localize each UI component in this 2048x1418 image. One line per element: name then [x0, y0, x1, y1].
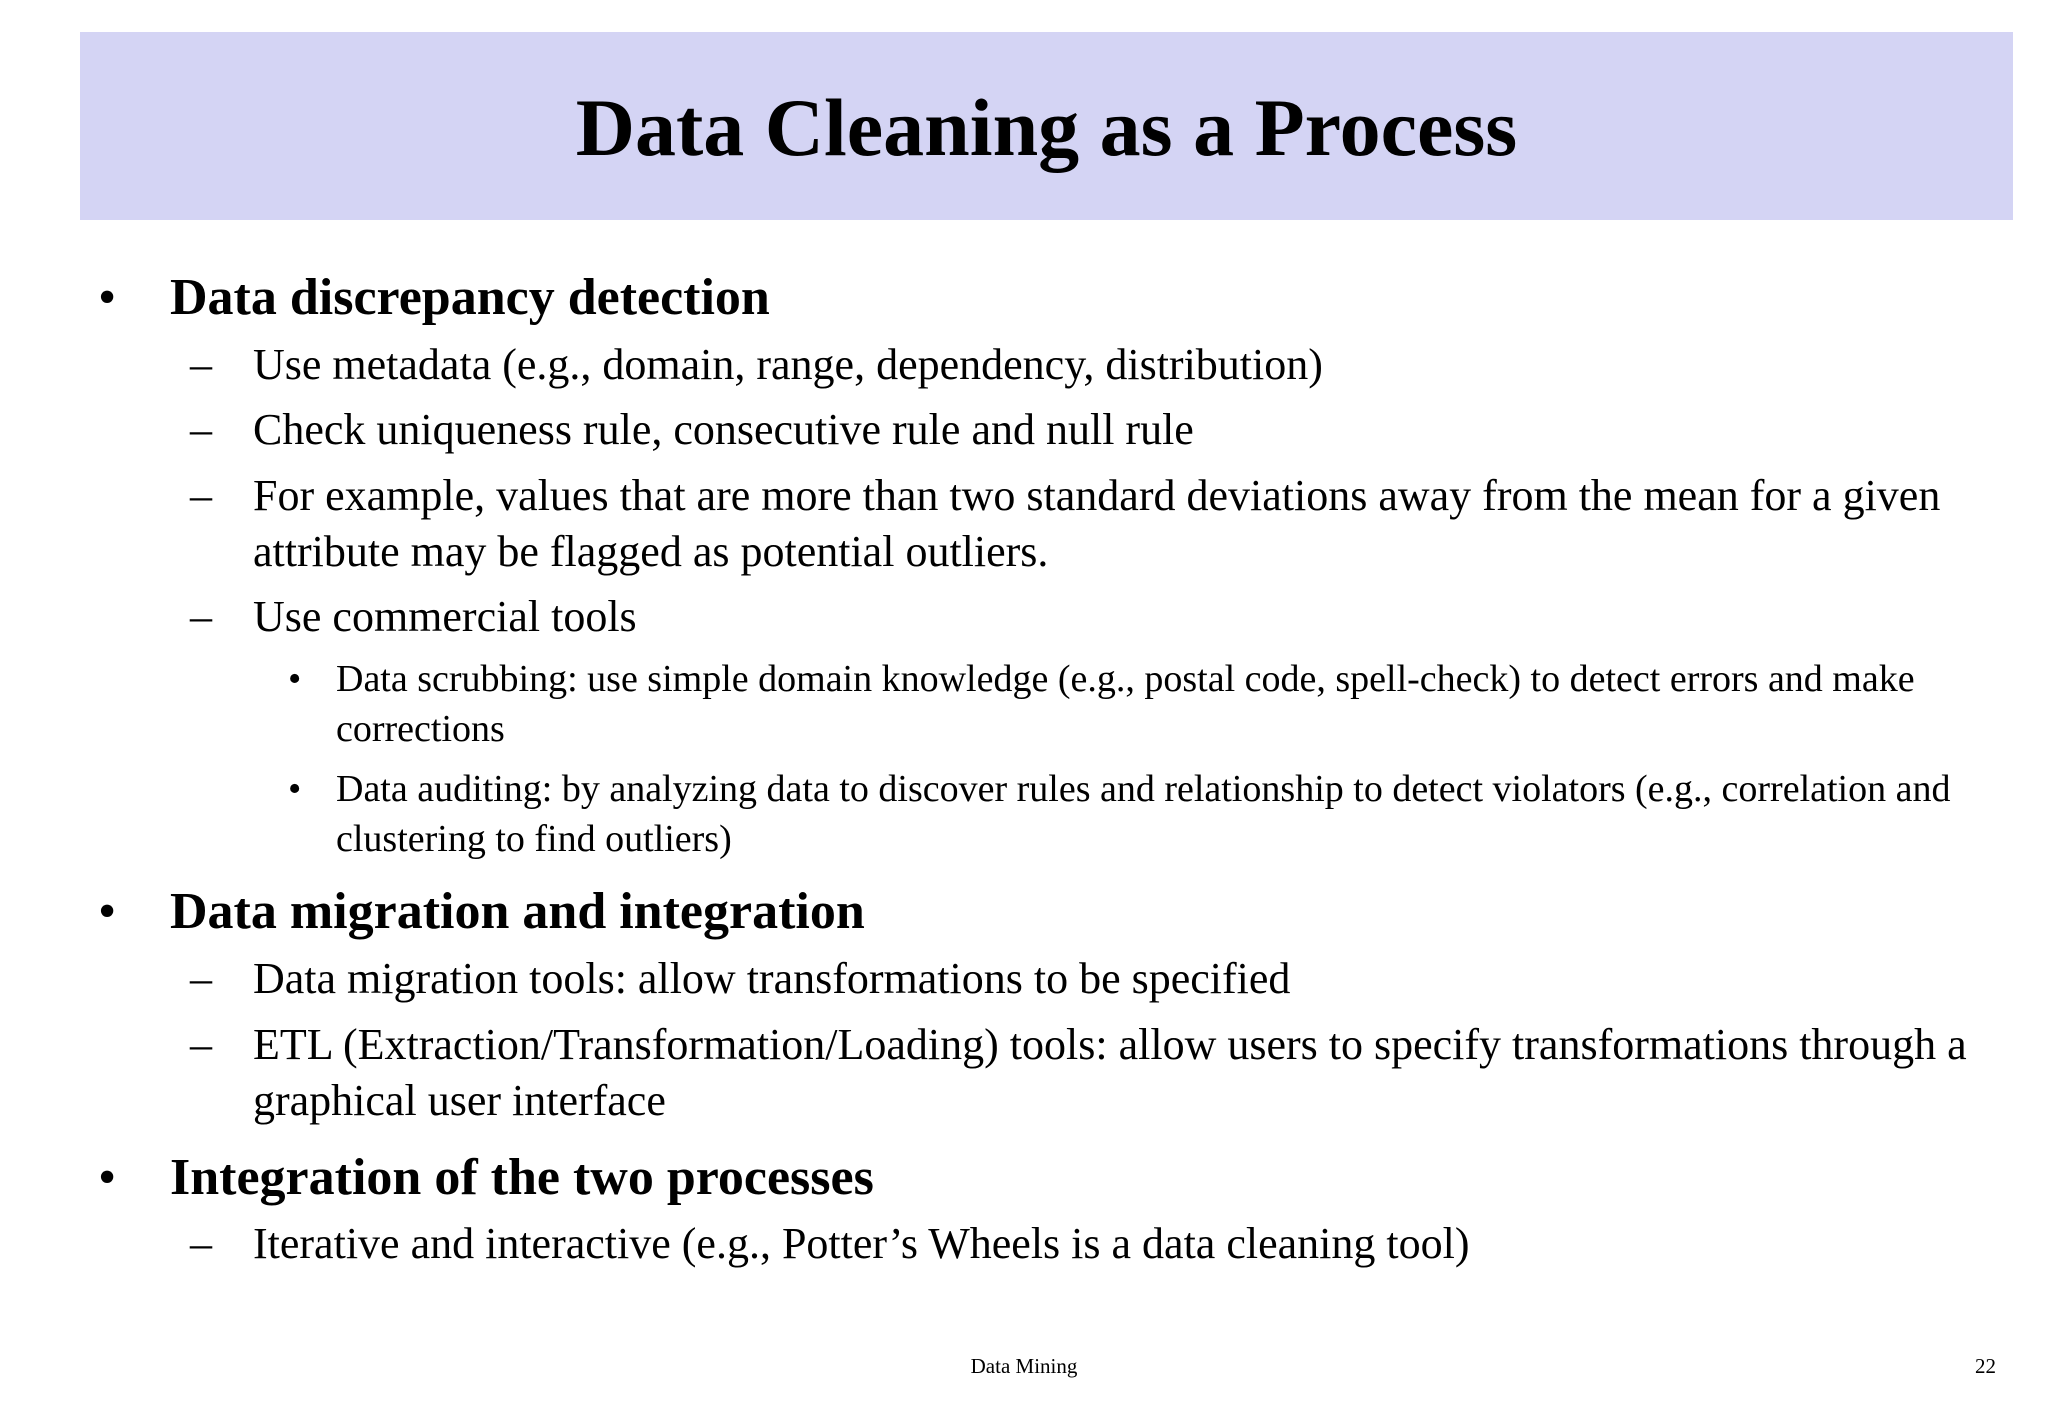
sub-list-item-text: Data scrubbing: use simple domain knowledge (e.g., postal code, spell-check) to detect errors and make corrections	[336, 658, 1915, 750]
list-item-text: Check uniqueness rule, consecutive rule and null rule	[253, 405, 1194, 454]
bullet-marker: •	[288, 768, 302, 810]
dash-marker: –	[190, 340, 212, 389]
list-item	[190, 951, 2000, 1007]
section-heading-discrepancy	[98, 268, 770, 328]
bullet-marker: •	[98, 1149, 117, 1206]
section-heading-text: Data migration and integration	[170, 883, 865, 940]
dash-marker: –	[190, 471, 212, 520]
bullet-marker: •	[98, 883, 117, 940]
list-item	[190, 1216, 2000, 1272]
section-heading-integration	[98, 1148, 874, 1208]
list-item	[190, 402, 2000, 458]
dash-marker: –	[190, 405, 212, 454]
sub-list-item-text: Data auditing: by analyzing data to discover rules and relationship to detect violators (e.g., correlation and clustering to find outliers)	[336, 768, 1951, 860]
list-item	[190, 337, 2000, 393]
list-item	[190, 589, 2000, 645]
bullet-marker: •	[288, 658, 302, 700]
dash-marker: –	[190, 592, 212, 641]
sub-list-item	[288, 654, 2008, 754]
list-item-text: For example, values that are more than two standard deviations away from the mean for a given attribute may be flagged as potential outliers.	[253, 471, 1941, 576]
list-item-text: Data migration tools: allow transformations to be specified	[253, 954, 1291, 1003]
sub-list-item	[288, 764, 2008, 864]
dash-marker: –	[190, 1020, 212, 1069]
section-heading-text: Integration of the two processes	[170, 1149, 874, 1206]
section-heading-migration	[98, 882, 865, 942]
dash-marker: –	[190, 1219, 212, 1268]
list-item-text: ETL (Extraction/Transformation/Loading) tools: allow users to specify transformations through a graphical user interface	[253, 1020, 1967, 1125]
page-number: 22	[1975, 1354, 1996, 1378]
list-item-text: Use metadata (e.g., domain, range, dependency, distribution)	[253, 340, 1323, 389]
list-item	[190, 468, 2000, 580]
bullet-marker: •	[98, 269, 117, 326]
section-heading-text: Data discrepancy detection	[170, 269, 770, 326]
list-item-text: Iterative and interactive (e.g., Potter’s Wheels is a data cleaning tool)	[253, 1219, 1470, 1268]
footer-title: Data Mining	[970, 1354, 1078, 1378]
list-item-text: Use commercial tools	[253, 592, 637, 641]
dash-marker: –	[190, 954, 212, 1003]
slide-title: Data Cleaning as a Process	[575, 82, 1518, 173]
list-item	[190, 1017, 2000, 1129]
